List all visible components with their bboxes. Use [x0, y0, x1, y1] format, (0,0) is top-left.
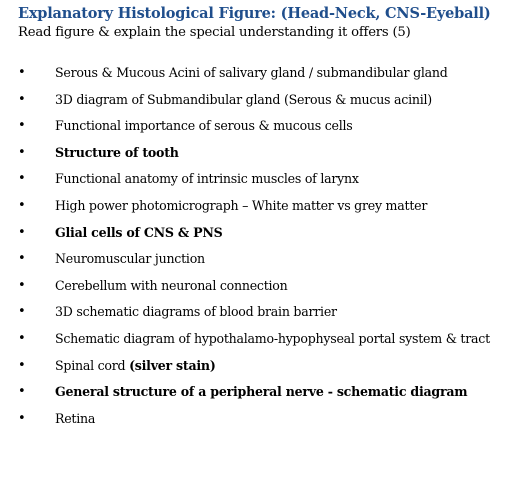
page-subtitle: Read figure & explain the special understanding it offers (5)	[18, 25, 411, 40]
topic-text	[55, 382, 467, 402]
bullet-icon: •	[18, 118, 26, 134]
topic-text	[55, 249, 205, 269]
topic-text	[55, 196, 427, 216]
bullet-icon: •	[18, 197, 26, 213]
bullet-icon: •	[18, 330, 26, 346]
topic-text	[55, 409, 95, 429]
topic-text-part: Neuromuscular junction	[55, 251, 205, 267]
topic-text	[55, 223, 222, 243]
topic-text-part: High power photomicrograph – White matter vs grey matter	[55, 197, 428, 213]
topic-text-part: Spinal cord	[55, 357, 130, 373]
bullet-icon: •	[18, 251, 26, 267]
topic-text-part: Cerebellum with neuronal connection	[55, 277, 288, 293]
topic-text-part: Serous & Mucous Acini of salivary gland / submandibular gland	[55, 65, 448, 80]
topic-text	[55, 276, 288, 296]
topic-text	[55, 143, 179, 163]
bullet-icon: •	[18, 65, 26, 80]
topic-text-part: 3D schematic diagrams of blood brain barrier	[55, 304, 337, 320]
topic-text-part: 3D diagram of Submandibular gland (Serous & mucus acinil)	[55, 91, 432, 107]
topic-text-part-bold: Structure of tooth	[55, 144, 179, 160]
topic-text-part-bold: Glial cells of CNS & PNS	[55, 224, 223, 240]
topic-text	[55, 169, 359, 189]
topic-text	[55, 356, 216, 376]
topic-text	[55, 90, 432, 110]
bullet-icon: •	[18, 277, 26, 293]
topic-text	[55, 63, 448, 83]
topic-text-part: Schematic diagram of hypothalamo-hypophyseal portal system & tract	[55, 330, 490, 346]
topic-text	[55, 302, 337, 322]
page-title: Explanatory Histological Figure: (Head-Neck, CNS-Eyeball)	[18, 5, 491, 22]
bullet-icon: •	[18, 357, 26, 373]
topic-text-part-bold: General structure of a peripheral nerve - schematic diagram	[55, 384, 468, 400]
topic-text-part: Functional importance of serous & mucous cells	[55, 118, 353, 134]
bullet-icon: •	[18, 171, 26, 187]
topic-text-part: Retina	[55, 410, 96, 426]
topic-text	[55, 116, 353, 136]
topic-text	[55, 329, 490, 349]
bullet-icon: •	[18, 304, 26, 320]
bullet-icon: •	[18, 384, 26, 400]
topic-text-part: Functional anatomy of intrinsic muscles of larynx	[55, 171, 359, 187]
bullet-icon: •	[18, 224, 26, 240]
topic-text-part-bold: (silver stain)	[129, 357, 216, 373]
bullet-icon: •	[18, 410, 26, 426]
bullet-icon: •	[18, 144, 26, 160]
bullet-icon: •	[18, 91, 26, 107]
